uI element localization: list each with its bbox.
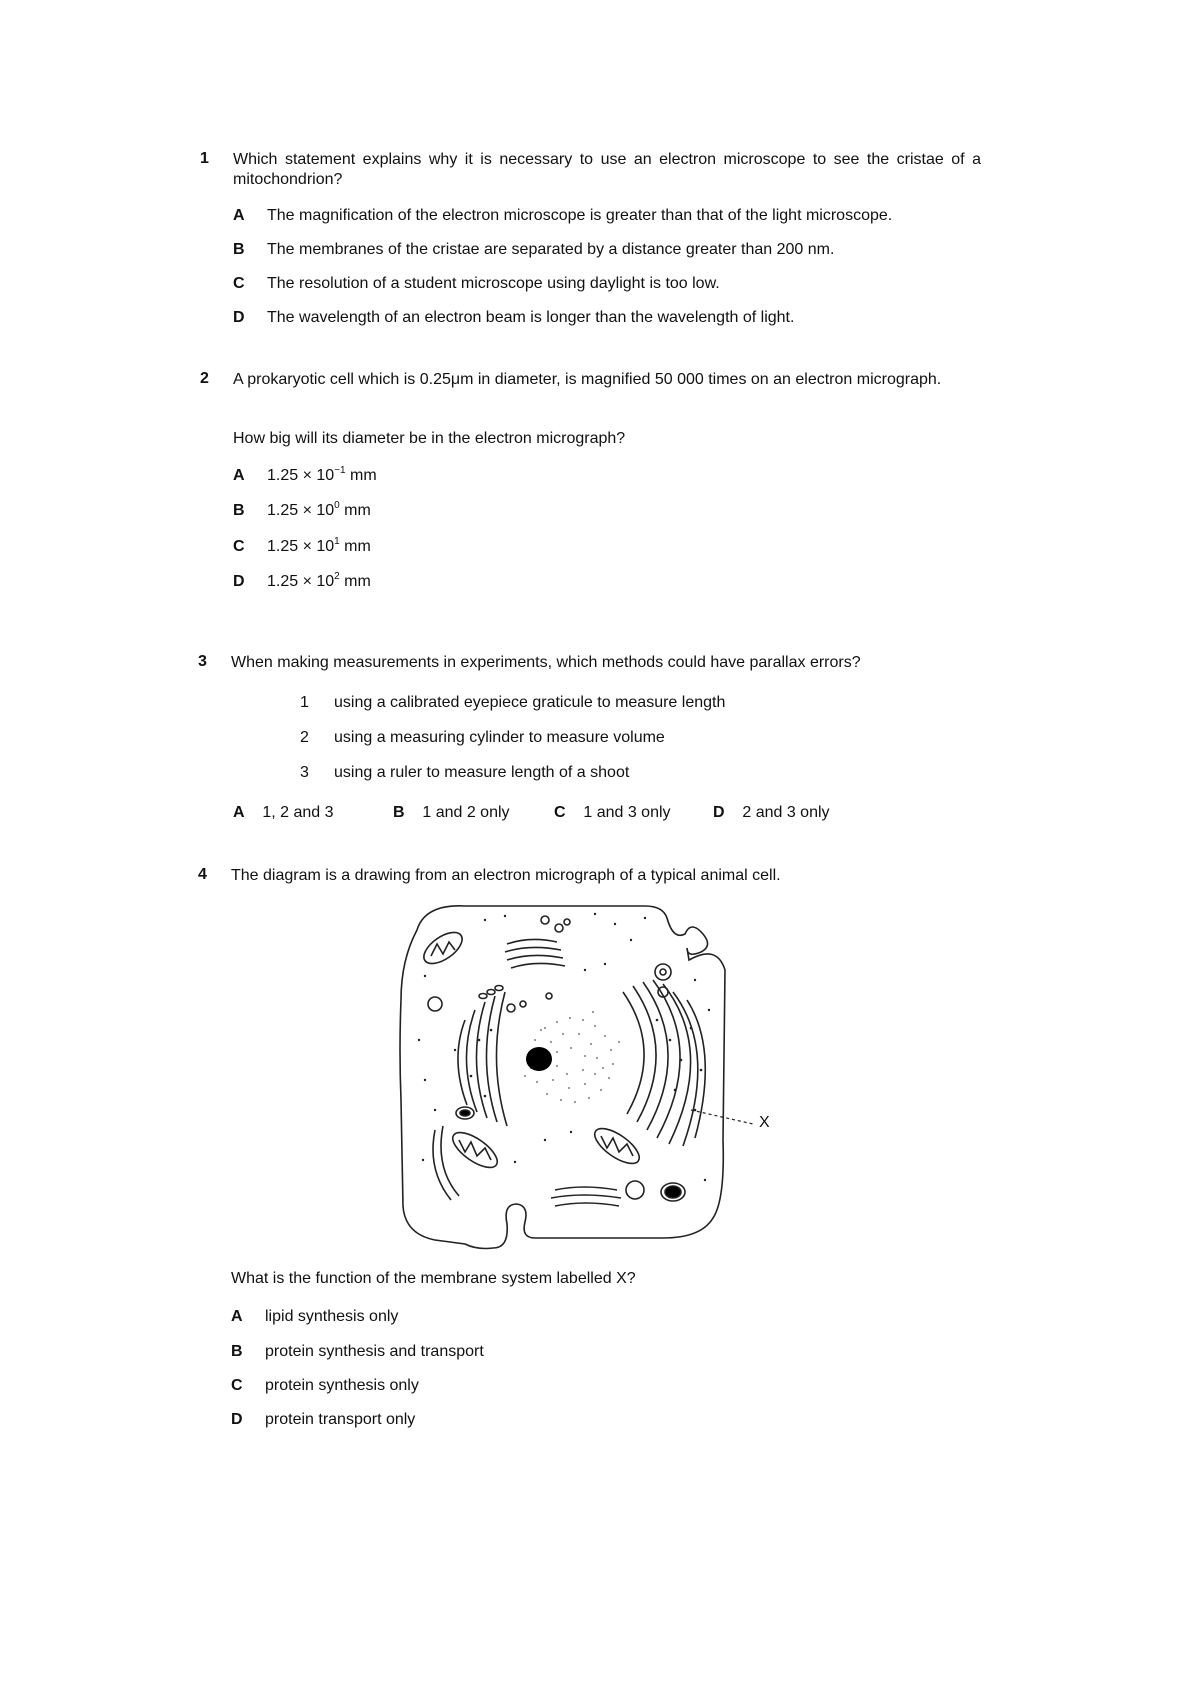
answer-option[interactable] (713, 804, 830, 822)
answer-option[interactable] (393, 804, 554, 822)
statement-text: using a measuring cylinder to measure volume (334, 729, 665, 746)
question-stem: The diagram is a drawing from an electron micrograph of a typical animal cell. (231, 867, 781, 884)
question-stem: A prokaryotic cell which is 0.25μm in diameter, is magnified 50 000 times on an electron micrograph. (233, 371, 942, 388)
answer-option[interactable] (233, 275, 720, 293)
option-base: 1.25 × 10 (267, 573, 335, 590)
option-letter: A (231, 1308, 243, 1325)
answer-option[interactable] (233, 502, 371, 520)
option-letter: A (233, 467, 245, 484)
option-letter: C (231, 1377, 243, 1394)
option-text: 1 and 2 only (422, 804, 510, 821)
option-letter: D (231, 1411, 243, 1428)
question-stem: Which statement explains why it is necessary to use an electron microscope to see the cristae of a mitochondrion? (233, 151, 981, 188)
option-text: 2 and 3 only (742, 804, 830, 821)
option-text: lipid synthesis only (265, 1308, 399, 1325)
question-number: 3 (198, 653, 207, 670)
question-stem: When making measurements in experiments, which methods could have parallax errors? (231, 654, 861, 671)
option-letter: C (554, 804, 566, 821)
statement-number: 1 (300, 694, 309, 711)
option-letter: A (233, 804, 245, 821)
option-letter: C (233, 275, 245, 292)
answer-option[interactable] (233, 538, 371, 556)
answer-option[interactable] (233, 467, 377, 485)
option-unit: mm (339, 502, 371, 519)
golgi-apparatus-bottom (433, 1126, 621, 1206)
option-letter: C (233, 538, 245, 555)
option-unit: mm (339, 538, 371, 555)
statement-text: using a ruler to measure length of a shoot (334, 764, 630, 781)
option-text: The membranes of the cristae are separated by a distance greater than 200 nm. (267, 241, 835, 258)
option-text: 1, 2 and 3 (262, 804, 334, 821)
answer-option[interactable] (233, 241, 834, 259)
question-number: 1 (200, 150, 209, 167)
option-text: The magnification of the electron microscope is greater than that of the light microscope. (267, 207, 893, 224)
option-text: protein synthesis and transport (265, 1343, 484, 1360)
option-text: protein transport only (265, 1411, 416, 1428)
question-number: 2 (200, 370, 209, 387)
option-letter: B (233, 241, 245, 258)
option-exponent: 0 (334, 500, 340, 511)
answer-option[interactable] (233, 309, 794, 327)
option-letter: D (233, 309, 245, 326)
option-letter: B (393, 804, 405, 821)
question-number: 4 (198, 866, 207, 883)
option-base: 1.25 × 10 (267, 502, 335, 519)
option-letter: A (233, 207, 245, 224)
option-text: The resolution of a student microscope using daylight is too low. (267, 275, 720, 292)
answer-option[interactable] (233, 207, 892, 225)
answer-option[interactable] (231, 1377, 419, 1395)
answer-option[interactable] (231, 1308, 398, 1326)
answer-options-row (233, 804, 830, 822)
statement-item (300, 764, 629, 782)
option-letter: B (231, 1343, 243, 1360)
answer-option[interactable] (233, 804, 393, 822)
option-letter: B (233, 502, 245, 519)
option-exponent: −1 (334, 465, 346, 476)
answer-option[interactable] (231, 1343, 484, 1361)
answer-option[interactable] (231, 1411, 415, 1429)
cytoplasm-dots (418, 913, 710, 1181)
option-unit: mm (345, 467, 377, 484)
statement-number: 2 (300, 729, 309, 746)
question-prompt: What is the function of the membrane system labelled X? (231, 1270, 636, 1287)
answer-option[interactable] (554, 804, 713, 822)
answer-option[interactable] (233, 573, 371, 591)
option-text: The wavelength of an electron beam is longer than the wavelength of light. (267, 309, 795, 326)
option-unit: mm (339, 573, 371, 590)
golgi-apparatus-top (505, 939, 565, 968)
question-prompt: How big will its diameter be in the electron micrograph? (233, 430, 626, 447)
nucleolus (526, 1047, 552, 1071)
statement-number: 3 (300, 764, 309, 781)
animal-cell-diagram (395, 900, 795, 1265)
option-exponent: 2 (334, 571, 340, 582)
option-base: 1.25 × 10 (267, 467, 335, 484)
rough-er-right (623, 980, 705, 1146)
option-letter: D (713, 804, 725, 821)
option-text: 1 and 3 only (583, 804, 671, 821)
statement-item (300, 694, 725, 712)
option-exponent: 1 (334, 536, 340, 547)
statement-item (300, 729, 665, 747)
option-base: 1.25 × 10 (267, 538, 335, 555)
option-text: protein synthesis only (265, 1377, 419, 1394)
statement-text: using a calibrated eyepiece graticule to measure length (334, 694, 726, 711)
option-letter: D (233, 573, 245, 590)
label-x: X (759, 1114, 770, 1131)
rough-er-left (458, 992, 507, 1126)
